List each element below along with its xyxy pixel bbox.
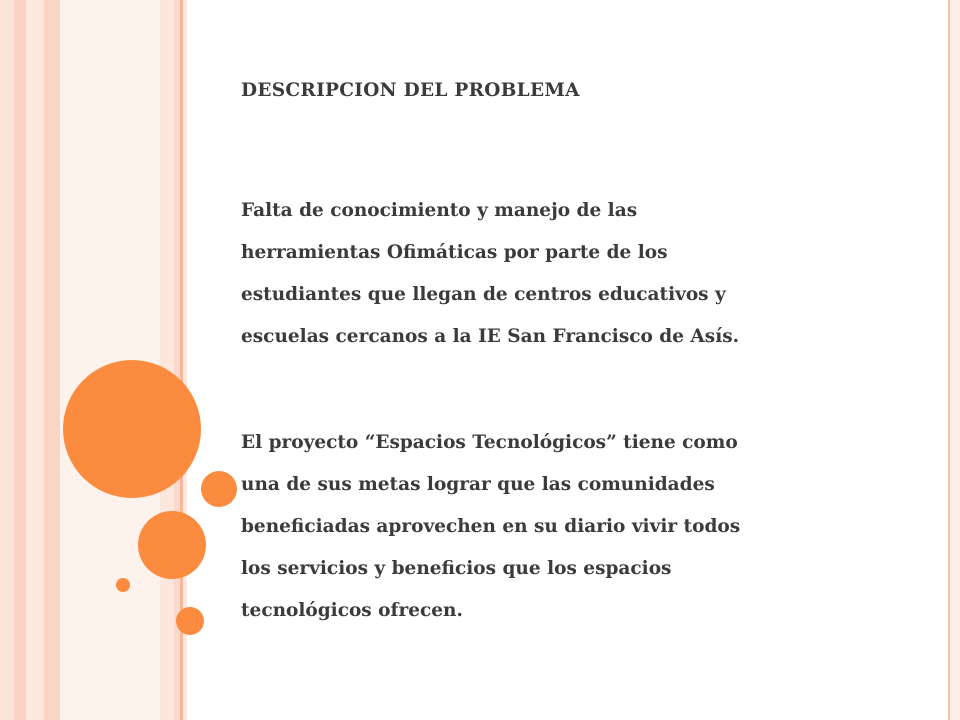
text-line: tecnológicos ofrecen. [241,600,463,621]
decorative-stripe [0,0,14,720]
decorative-stripe [14,0,26,720]
paragraph-problem [241,190,921,358]
decorative-circle-small [201,471,237,507]
text-line: beneficiadas aprovechen en su diario vivir todos [241,516,741,537]
decorative-stripe [160,0,174,720]
decorative-stripe [26,0,44,720]
decorative-circle-tiny [116,578,130,592]
decorative-stripe [44,0,60,720]
text-line: estudiantes que llegan de centros educativos y [241,284,726,305]
slide-title: DESCRIPCION DEL PROBLEMA [241,80,580,101]
decorative-circle-large [63,360,201,498]
decorative-circle-medium [138,511,206,579]
text-line: Falta de conocimiento y manejo de las [241,200,638,221]
text-line: escuelas cercanos a la IE San Francisco de Asís. [241,326,740,347]
decorative-stripe [60,0,160,720]
text-line: El proyecto “Espacios Tecnológicos” tiene como [241,432,738,453]
decorative-circle-small [176,607,204,635]
text-line: herramientas Ofimáticas por parte de los [241,242,668,263]
text-line: los servicios y beneficios que los espacios [241,558,672,579]
decorative-stripe-right [950,0,960,720]
paragraph-project [241,422,921,632]
text-line: una de sus metas lograr que las comunidades [241,474,715,495]
